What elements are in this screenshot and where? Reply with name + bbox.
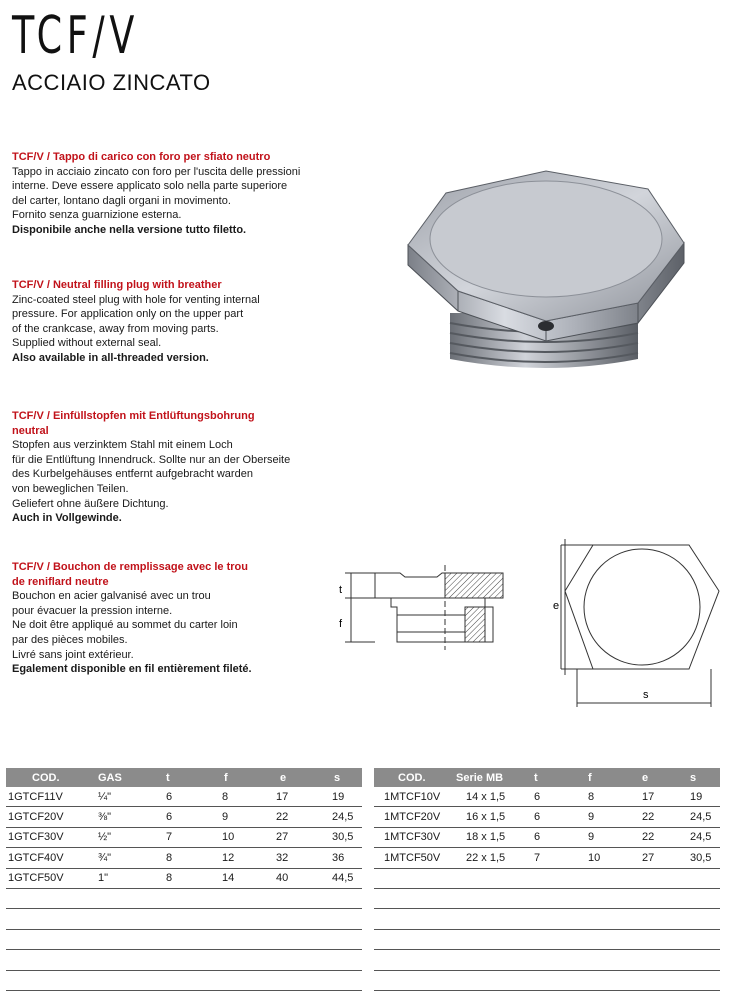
description-line: Livré sans joint extérieur. <box>12 648 134 661</box>
table-cell: ⅜" <box>98 807 162 827</box>
table-cell <box>682 950 720 970</box>
table-row <box>374 787 720 807</box>
spec-table-gas <box>6 768 362 991</box>
table-cell: 7 <box>162 827 212 847</box>
table-cell <box>162 950 212 970</box>
table-row <box>6 868 362 888</box>
table-cell: 12 <box>212 848 268 868</box>
table-cell <box>682 868 720 888</box>
table-cell <box>6 929 98 949</box>
table-cell <box>6 970 98 990</box>
table-cell <box>162 888 212 908</box>
header-s: s <box>322 768 362 787</box>
table-cell <box>6 909 98 929</box>
description-line: of the crankcase, away from moving parts. <box>12 322 219 335</box>
table-cell <box>580 888 634 908</box>
table-cell <box>634 909 682 929</box>
description-line: Geliefert ohne äußere Dichtung. <box>12 497 169 510</box>
table-cell: 24,5 <box>322 807 362 827</box>
description-english <box>12 278 347 366</box>
table-cell <box>526 950 580 970</box>
table-cell <box>456 970 526 990</box>
table-cell: 1MTCF30V <box>374 827 456 847</box>
table-cell <box>682 929 720 949</box>
dimension-label-s: s <box>643 689 649 701</box>
description-line: Tappo in acciaio zincato con foro per l'uscita delle pressioni <box>12 165 301 178</box>
description-note: Also available in all-threaded version. <box>12 351 209 364</box>
table-cell <box>268 909 322 929</box>
description-line: pressure. For application only on the upper part <box>12 308 244 321</box>
product-photo <box>398 163 694 373</box>
description-german <box>12 409 347 526</box>
table-cell <box>212 888 268 908</box>
table-cell: 22 x 1,5 <box>456 848 526 868</box>
table-cell <box>162 929 212 949</box>
description-line: des Kurbelgehäuses entfernt aufgebracht warden <box>12 468 253 481</box>
section-heading: de reniflard neutre <box>12 575 109 588</box>
table-cell: 32 <box>268 848 322 868</box>
table-cell <box>268 970 322 990</box>
technical-drawing <box>325 535 725 715</box>
table-row <box>374 888 720 908</box>
table-cell: 1MTCF20V <box>374 807 456 827</box>
table-cell: 44,5 <box>322 868 362 888</box>
table-cell: 1GTCF50V <box>6 868 98 888</box>
table-cell <box>682 888 720 908</box>
table-cell <box>456 868 526 888</box>
table-cell: 27 <box>268 827 322 847</box>
table-row <box>6 888 362 908</box>
table-cell: 30,5 <box>682 848 720 868</box>
table-cell <box>322 929 362 949</box>
header-t: t <box>526 768 580 787</box>
product-title: TCF/V <box>12 6 140 66</box>
table-cell: 1MTCF50V <box>374 848 456 868</box>
table-cell: 36 <box>322 848 362 868</box>
description-line: Supplied without external seal. <box>12 337 162 350</box>
table-cell: 6 <box>526 807 580 827</box>
table-row <box>374 970 720 990</box>
table-cell: 9 <box>580 827 634 847</box>
table-cell: 6 <box>162 807 212 827</box>
description-line: Zinc-coated steel plug with hole for venting internal <box>12 293 260 306</box>
table-cell: 17 <box>634 787 682 807</box>
section-heading: neutral <box>12 424 49 437</box>
table-cell <box>634 929 682 949</box>
table-cell <box>322 909 362 929</box>
table-row <box>374 848 720 868</box>
table-cell: 22 <box>268 807 322 827</box>
table-cell <box>634 970 682 990</box>
table-cell <box>6 888 98 908</box>
table-cell <box>212 909 268 929</box>
table-cell: 9 <box>580 807 634 827</box>
dimension-label-f: f <box>339 618 343 630</box>
table-cell: 1GTCF20V <box>6 807 98 827</box>
table-cell <box>634 950 682 970</box>
top-view <box>561 539 719 707</box>
table-cell <box>580 950 634 970</box>
description-line: Fornito senza guarnizione esterna. <box>12 209 182 222</box>
section-heading: TCF/V / Neutral filling plug with breather <box>12 279 222 291</box>
description-line: del carter, lontano dagli organi in movimento. <box>12 194 231 207</box>
table-cell <box>374 950 456 970</box>
table-cell <box>580 868 634 888</box>
table-cell <box>374 909 456 929</box>
table-cell <box>6 950 98 970</box>
table-cell: ½" <box>98 827 162 847</box>
header-f: f <box>212 768 268 787</box>
table-row <box>6 848 362 868</box>
table-cell <box>162 970 212 990</box>
table-cell <box>212 929 268 949</box>
table-cell: 18 x 1,5 <box>456 827 526 847</box>
table-cell: 24,5 <box>682 807 720 827</box>
table-cell <box>98 929 162 949</box>
table-row <box>374 827 720 847</box>
table-cell <box>682 909 720 929</box>
header-s: s <box>682 768 720 787</box>
section-heading: TCF/V / Einfüllstopfen mit Entlüftungsbohrung <box>12 410 255 422</box>
table-header-row <box>6 768 362 787</box>
table-cell <box>98 950 162 970</box>
table-cell <box>456 909 526 929</box>
table-cell <box>374 929 456 949</box>
table-cell <box>634 888 682 908</box>
dimension-label-e: e <box>553 600 560 612</box>
table-cell: 8 <box>162 868 212 888</box>
table-cell <box>634 868 682 888</box>
table-cell <box>580 929 634 949</box>
description-italian <box>12 150 347 238</box>
table-cell: 1MTCF10V <box>374 787 456 807</box>
table-cell <box>268 888 322 908</box>
side-view <box>345 565 503 650</box>
table-cell: 24,5 <box>682 827 720 847</box>
table-cell: 17 <box>268 787 322 807</box>
table-row <box>374 807 720 827</box>
table-cell: 22 <box>634 807 682 827</box>
table-cell: 19 <box>682 787 720 807</box>
header-cod: COD. <box>6 768 98 787</box>
table-cell: 6 <box>526 787 580 807</box>
description-note: Egalement disponible en fil entièrement fileté. <box>12 663 252 676</box>
table-row <box>6 827 362 847</box>
table-row <box>6 929 362 949</box>
description-line: par des pièces mobiles. <box>12 633 128 646</box>
product-subtitle: ACCIAIO ZINCATO <box>12 70 211 95</box>
description-line: Bouchon en acier galvanisé avec un trou <box>12 590 211 603</box>
table-cell: 8 <box>162 848 212 868</box>
table-row <box>374 909 720 929</box>
dimension-label-t: t <box>339 584 343 596</box>
table-cell: 1GTCF30V <box>6 827 98 847</box>
table-cell: ¼" <box>98 787 162 807</box>
table-cell <box>322 970 362 990</box>
table-cell <box>580 909 634 929</box>
header-gas: GAS <box>98 768 162 787</box>
header-serie-mb: Serie MB <box>456 768 526 787</box>
table-cell: ¾" <box>98 848 162 868</box>
table-cell: 1" <box>98 868 162 888</box>
table-row <box>374 868 720 888</box>
header-cod: COD. <box>374 768 456 787</box>
table-cell: 1GTCF11V <box>6 787 98 807</box>
table-cell <box>98 970 162 990</box>
section-heading: TCF/V / Bouchon de remplissage avec le trou <box>12 561 248 573</box>
table-cell <box>322 888 362 908</box>
description-line: für die Entlüftung Innendruck. Sollte nur an der Oberseite <box>12 453 291 466</box>
spec-table-serie-mb <box>374 768 720 991</box>
header-f: f <box>580 768 634 787</box>
table-cell <box>374 888 456 908</box>
table-cell <box>212 970 268 990</box>
table-cell <box>212 950 268 970</box>
table-cell: 14 <box>212 868 268 888</box>
table-header-row <box>374 768 720 787</box>
table-cell <box>682 970 720 990</box>
table-row <box>374 950 720 970</box>
description-line: Ne doit être appliqué au sommet du carter loin <box>12 619 238 632</box>
table-cell: 40 <box>268 868 322 888</box>
table-cell: 10 <box>212 827 268 847</box>
table-cell: 6 <box>526 827 580 847</box>
section-heading: TCF/V / Tappo di carico con foro per sfiato neutro <box>12 151 271 163</box>
table-cell <box>268 950 322 970</box>
description-note: Auch in Vollgewinde. <box>12 512 122 525</box>
table-cell: 14 x 1,5 <box>456 787 526 807</box>
description-note: Disponibile anche nella versione tutto filetto. <box>12 223 247 236</box>
description-line: von beweglichen Teilen. <box>12 482 129 495</box>
table-cell <box>456 888 526 908</box>
table-row <box>6 950 362 970</box>
table-cell: 7 <box>526 848 580 868</box>
table-cell: 1GTCF40V <box>6 848 98 868</box>
table-cell <box>526 909 580 929</box>
table-cell <box>374 868 456 888</box>
table-cell: 27 <box>634 848 682 868</box>
description-line: Stopfen aus verzinktem Stahl mit einem Loch <box>12 439 233 452</box>
table-cell <box>98 888 162 908</box>
vent-hole <box>538 321 554 331</box>
table-row <box>6 909 362 929</box>
table-cell <box>374 970 456 990</box>
table-row <box>6 807 362 827</box>
table-cell: 10 <box>580 848 634 868</box>
table-cell <box>268 929 322 949</box>
description-line: pour évacuer la pression interne. <box>12 604 173 617</box>
table-cell <box>162 909 212 929</box>
table-row <box>6 787 362 807</box>
table-cell: 22 <box>634 827 682 847</box>
table-cell <box>526 970 580 990</box>
table-cell <box>456 929 526 949</box>
table-cell: 16 x 1,5 <box>456 807 526 827</box>
table-cell <box>526 868 580 888</box>
header-e: e <box>268 768 322 787</box>
table-cell <box>526 888 580 908</box>
table-cell <box>580 970 634 990</box>
table-cell: 6 <box>162 787 212 807</box>
table-cell <box>526 929 580 949</box>
table-row <box>6 970 362 990</box>
table-cell <box>322 950 362 970</box>
table-cell: 19 <box>322 787 362 807</box>
table-row <box>374 929 720 949</box>
table-cell <box>456 950 526 970</box>
header-t: t <box>162 768 212 787</box>
description-line: interne. Deve essere applicato solo nella parte superiore <box>12 180 288 193</box>
table-cell: 9 <box>212 807 268 827</box>
table-cell: 8 <box>212 787 268 807</box>
header-e: e <box>634 768 682 787</box>
table-cell: 30,5 <box>322 827 362 847</box>
table-cell <box>98 909 162 929</box>
description-french <box>12 560 347 677</box>
table-cell: 8 <box>580 787 634 807</box>
